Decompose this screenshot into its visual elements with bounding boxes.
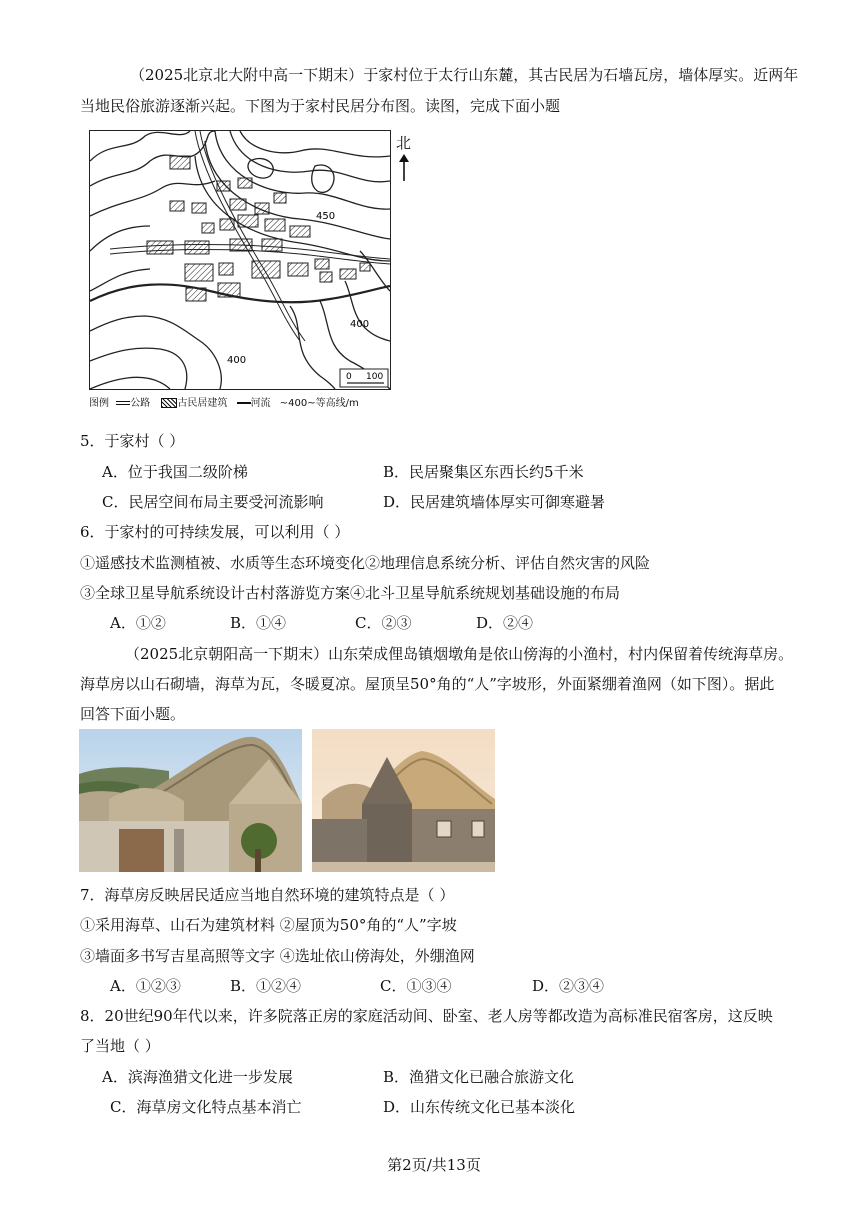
legend-title: 图例 [89, 398, 109, 409]
q7-option-b[interactable]: B．①②④ [230, 977, 302, 995]
q7-option-c[interactable]: C．①③④ [380, 977, 452, 995]
intro1-line1 [130, 64, 798, 85]
q6-option-b[interactable]: B．①④ [230, 614, 287, 632]
q5-option-b[interactable]: B．民居聚集区东西长约5千米 [383, 463, 584, 481]
village-map [89, 130, 391, 390]
legend-building: 古民居建筑 [177, 398, 228, 409]
q7-stem: 7．海草房反映居民适应当地自然环境的建筑特点是（ ） [80, 886, 455, 904]
q7-option-d[interactable]: D．②③④ [532, 977, 605, 995]
map-legend [89, 394, 359, 409]
intro2-line2: 海草房以山石砌墙，海草为瓦，冬暖夏凉。屋顶呈50°角的“人”字坡形，外面紧绷着渔网（如下图）。据此 [80, 675, 775, 693]
contour-label-400-south: 400 [227, 355, 247, 366]
contour-label-450: 450 [316, 211, 336, 222]
legend-contour: ~400~等高线/m [279, 398, 359, 409]
q8-stem-line2: 了当地（ ） [80, 1037, 160, 1055]
q5-stem: 5．于家村（ ） [80, 432, 185, 450]
scale-label-100: 100 [366, 372, 384, 382]
seaweed-house-photo-2 [312, 729, 495, 872]
intro2-line1: （2025北京朝阳高一下期末）山东荣成俚岛镇烟墩角是依山傍海的小渔村，村内保留着传统海草房。 [125, 645, 794, 663]
intro1-line2: 当地民俗旅游逐渐兴起。下图为于家村民居分布图。读图，完成下面小题 [80, 97, 561, 115]
q6-item1: ①遥感技术监测植被、水质等生态环境变化②地理信息系统分析、评估自然灾害的风险 [80, 554, 651, 572]
intro1-source: （2025北京北大附中高一下期末） [130, 66, 364, 84]
legend-road: 公路 [130, 398, 151, 409]
legend-river: 河流 [250, 398, 271, 409]
q5-option-c[interactable]: C．民居空间布局主要受河流影响 [102, 493, 324, 511]
q8-option-d[interactable]: D．山东传统文化已基本淡化 [383, 1098, 576, 1116]
building-symbol-icon [161, 398, 177, 408]
q7-option-a[interactable]: A．①②③ [110, 977, 181, 995]
scale-label-0: 0 [346, 372, 352, 382]
q6-item2: ③全球卫星导航系统设计古村落游览方案④北斗卫星导航系统规划基础设施的布局 [80, 584, 621, 602]
north-arrow [396, 132, 411, 187]
seaweed-house-photo-1 [79, 729, 302, 872]
north-label: 北 [396, 134, 412, 152]
contour-map-svg [90, 131, 390, 389]
q6-option-d[interactable]: D．②④ [476, 614, 534, 632]
intro2-line3: 回答下面小题。 [80, 705, 186, 723]
road-symbol-icon [116, 401, 130, 405]
q7-item1: ①采用海草、山石为建筑材料 ②屋顶为50°角的“人”字坡 [80, 916, 457, 934]
q8-option-b[interactable]: B．渔猎文化已融合旅游文化 [383, 1068, 575, 1086]
q8-option-a[interactable]: A．滨海渔猎文化进一步发展 [102, 1068, 293, 1086]
q8-stem-line1: 8．20世纪90年代以来，许多院落正房的家庭活动间、卧室、老人房等都改造为高标准民宿客房，这反映 [80, 1007, 773, 1025]
page-number: 第2页/共13页 [387, 1156, 481, 1174]
q5-option-a[interactable]: A．位于我国二级阶梯 [102, 463, 248, 481]
q8-option-c[interactable]: C．海草房文化特点基本消亡 [110, 1098, 302, 1116]
intro1-text: 于家村位于太行山东麓，其古民居为石墙瓦房，墙体厚实。近两年 [363, 66, 799, 84]
river-symbol-icon [237, 402, 251, 404]
q6-stem: 6．于家村的可持续发展，可以利用（ ） [80, 523, 350, 541]
contour-label-400-east: 400 [350, 319, 370, 330]
q7-item2: ③墙面多书写吉星高照等文字 ④选址依山傍海处，外绷渔网 [80, 947, 475, 965]
q6-option-a[interactable]: A．①② [110, 614, 166, 632]
north-arrow-icon [397, 153, 411, 183]
q5-option-d[interactable]: D．民居建筑墙体厚实可御寒避暑 [383, 493, 606, 511]
q6-option-c[interactable]: C．②③ [355, 614, 412, 632]
